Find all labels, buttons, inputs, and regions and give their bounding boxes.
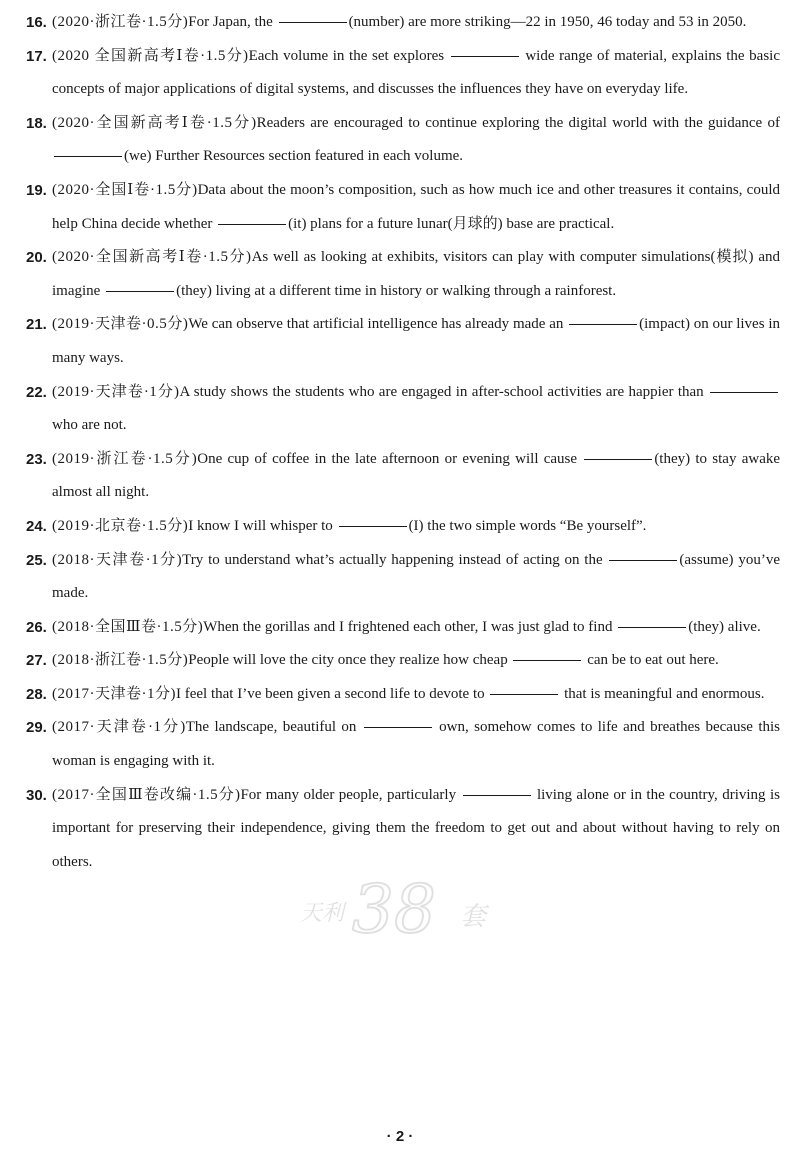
answer-blank[interactable] bbox=[513, 659, 581, 661]
question-number: 28. bbox=[26, 685, 47, 703]
publisher-watermark-logo bbox=[300, 870, 530, 940]
question-list bbox=[28, 6, 780, 879]
question-text: I know I will whisper to bbox=[188, 517, 337, 534]
question-number: 21. bbox=[26, 316, 47, 334]
question-text: (impact) on our lives in many ways. bbox=[52, 316, 780, 366]
question-source: (2017·全国Ⅲ卷改编·1.5分) bbox=[52, 786, 241, 803]
question-item bbox=[28, 40, 780, 107]
answer-blank[interactable] bbox=[569, 323, 637, 325]
question-source: (2017·天津卷·1分) bbox=[52, 685, 176, 702]
question-item bbox=[28, 376, 780, 443]
question-item bbox=[28, 308, 780, 375]
question-text: wide range of material, explains the basic concepts of major applications of digital systems, and discusses the influences they have on everyday life. bbox=[52, 47, 780, 98]
question-text: can be to eat out here. bbox=[583, 652, 719, 669]
question-item bbox=[28, 779, 780, 880]
question-item bbox=[28, 611, 780, 645]
question-item bbox=[28, 544, 780, 611]
question-text: One cup of coffee in the late afternoon or evening will cause bbox=[197, 450, 583, 467]
answer-blank[interactable] bbox=[364, 726, 432, 728]
question-number: 18. bbox=[26, 114, 47, 132]
answer-blank[interactable] bbox=[106, 290, 174, 292]
question-text: As well as looking at exhibits, visitors can play with computer simulations(模拟) and imagine bbox=[52, 249, 780, 299]
question-text: We can observe that artificial intelligence has already made an bbox=[188, 316, 568, 333]
question-number: 24. bbox=[26, 517, 47, 535]
question-text: own, somehow comes to life and breathes because this woman is engaging with it. bbox=[52, 719, 780, 770]
question-text: The landscape, beautiful on bbox=[185, 719, 362, 736]
question-number: 26. bbox=[26, 618, 47, 636]
question-item bbox=[28, 711, 780, 778]
answer-blank[interactable] bbox=[463, 794, 531, 796]
question-item bbox=[28, 443, 780, 510]
answer-blank[interactable] bbox=[451, 55, 519, 57]
question-text: living alone or in the country, driving is important for preserving their independence, giving them the freedom to get out and about without having to rely on others. bbox=[52, 786, 780, 870]
answer-blank[interactable] bbox=[279, 21, 347, 23]
page-number: · 2 · bbox=[386, 1128, 414, 1145]
answer-blank[interactable] bbox=[339, 525, 407, 527]
question-item bbox=[28, 644, 780, 678]
question-number: 19. bbox=[26, 181, 47, 199]
question-item bbox=[28, 174, 780, 241]
question-source: (2019·天津卷·0.5分) bbox=[52, 316, 189, 333]
question-text: who are not. bbox=[52, 417, 127, 434]
question-text: People will love the city once they realize how cheap bbox=[188, 652, 512, 669]
question-text: (they) living at a different time in history or walking through a rainforest. bbox=[176, 282, 617, 299]
question-number: 16. bbox=[26, 14, 47, 31]
svg-text:38: 38 bbox=[352, 871, 436, 940]
question-source: (2018·天津卷·1分) bbox=[52, 551, 183, 568]
svg-text:天利: 天利 bbox=[300, 901, 345, 926]
question-source: (2018·浙江卷·1.5分) bbox=[52, 652, 189, 669]
question-text: that is meaningful and enormous. bbox=[560, 685, 765, 702]
question-text: When the gorillas and I frightened each other, I was just glad to find bbox=[203, 618, 617, 635]
question-source: (2019·浙江卷·1.5分) bbox=[52, 450, 198, 467]
question-text: I feel that I’ve been given a second life to devote to bbox=[175, 685, 489, 702]
question-number: 22. bbox=[26, 383, 47, 401]
question-text: For many older people, particularly bbox=[240, 786, 461, 803]
question-text: Each volume in the set explores bbox=[248, 47, 449, 64]
question-text: (number) are more striking—22 in 1950, 46 today and 53 in 2050. bbox=[348, 14, 747, 30]
answer-blank[interactable] bbox=[609, 559, 677, 561]
question-text: (it) plans for a future lunar(月球的) base are practical. bbox=[288, 215, 615, 232]
question-source: (2019·天津卷·1分) bbox=[52, 383, 180, 400]
answer-blank[interactable] bbox=[618, 626, 686, 628]
question-text: Readers are encouraged to continue exploring the digital world with the guidance of bbox=[256, 114, 780, 131]
answer-blank[interactable] bbox=[54, 155, 122, 157]
question-number: 27. bbox=[26, 652, 47, 670]
question-text: For Japan, the bbox=[188, 14, 277, 30]
question-item bbox=[28, 241, 780, 308]
question-source: (2019·北京卷·1.5分) bbox=[52, 517, 189, 534]
question-text: (they) alive. bbox=[688, 618, 761, 635]
question-source: (2017·天津卷·1分) bbox=[52, 719, 186, 736]
question-source: (2020·全国新高考Ⅰ卷·1.5分) bbox=[52, 249, 252, 266]
answer-blank[interactable] bbox=[584, 458, 652, 460]
svg-text:套: 套 bbox=[460, 902, 487, 932]
answer-blank[interactable] bbox=[218, 223, 286, 225]
question-number: 20. bbox=[26, 249, 47, 267]
question-text: Data about the moon’s composition, such as how much ice and other treasures it contains, could help China decide whether bbox=[52, 181, 780, 232]
question-number: 23. bbox=[26, 450, 47, 468]
question-source: (2020·全国新高考Ⅰ卷·1.5分) bbox=[52, 114, 257, 131]
answer-blank[interactable] bbox=[490, 693, 558, 695]
question-number: 30. bbox=[26, 786, 47, 804]
question-number: 25. bbox=[26, 551, 47, 569]
question-item bbox=[28, 6, 780, 40]
question-number: 29. bbox=[26, 719, 47, 737]
question-text: (they) to stay awake almost all night. bbox=[52, 450, 781, 501]
question-item bbox=[28, 510, 780, 544]
question-text: Try to understand what’s actually happening instead of acting on the bbox=[182, 551, 608, 568]
question-source: (2020·浙江卷·1.5分) bbox=[52, 14, 189, 30]
question-text: A study shows the students who are engaged in after-school activities are happier than bbox=[179, 383, 708, 400]
question-source: (2020·全国Ⅰ卷·1.5分) bbox=[52, 181, 198, 198]
question-source: (2020 全国新高考Ⅰ卷·1.5分) bbox=[52, 47, 249, 64]
question-text: (we) Further Resources section featured in each volume. bbox=[124, 148, 464, 165]
question-item bbox=[28, 678, 780, 712]
question-source: (2018·全国Ⅲ卷·1.5分) bbox=[52, 618, 204, 635]
question-number: 17. bbox=[26, 47, 47, 65]
question-text: (assume) you’ve made. bbox=[52, 551, 780, 602]
question-item bbox=[28, 107, 780, 174]
question-text: (I) the two simple words “Be yourself”. bbox=[408, 517, 647, 534]
answer-blank[interactable] bbox=[710, 391, 778, 393]
